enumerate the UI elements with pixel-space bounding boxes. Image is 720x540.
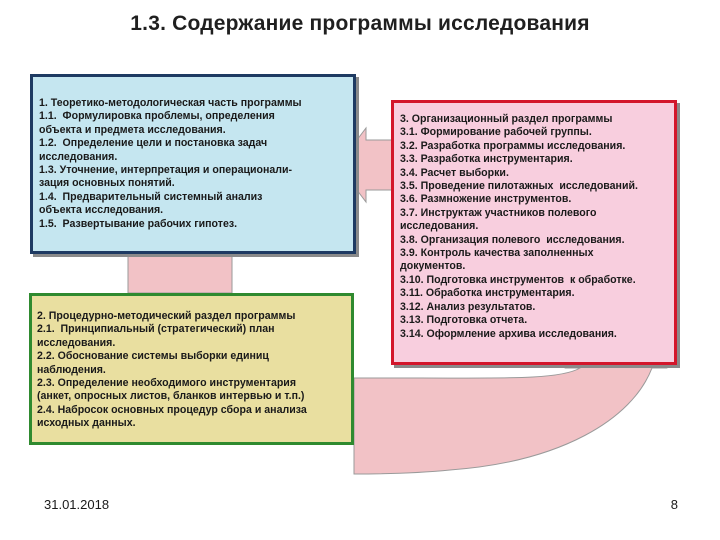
procedural-line: 2. Процедурно-методический раздел программы — [37, 310, 296, 322]
theoretical-line: зация основных понятий. — [39, 177, 175, 190]
organizational-section-box — [391, 100, 677, 365]
procedural-line: 2.1. Принципиальный (стратегический) план — [37, 323, 275, 336]
theoretical-line: 1.2. Определение цели и постановка задач — [39, 137, 268, 150]
organizational-line: 3. Организационный раздел программы — [400, 113, 613, 125]
theoretical-line: 1. Теоретико-методологическая часть программы — [39, 97, 302, 109]
theoretical-section-box — [30, 74, 356, 254]
organizational-line: 3.12. Анализ результатов. — [400, 300, 536, 313]
organizational-line: 3.1. Формирование рабочей группы. — [400, 126, 592, 139]
procedural-line: 2.2. Обоснование системы выборки единиц — [37, 350, 269, 363]
theoretical-line: объекта исследования. — [39, 204, 164, 217]
slide-title: 1.3. Содержание программы исследования — [130, 12, 590, 35]
organizational-line: документов. — [400, 260, 466, 273]
organizational-line: 3.4. Расчет выборки. — [400, 166, 509, 179]
slide-date: 31.01.2018 — [44, 497, 110, 512]
theoretical-line: 1.4. Предварительный системный анализ — [39, 190, 263, 203]
theoretical-line: 1.3. Уточнение, интерпретация и операционали- — [39, 164, 293, 177]
theoretical-line: исследования. — [39, 150, 118, 163]
procedural-line: исходных данных. — [37, 417, 136, 430]
organizational-line: 3.9. Контроль качества заполненных — [400, 247, 594, 260]
theoretical-line: 1.1. Формулировка проблемы, определения — [39, 110, 275, 123]
procedural-line: 2.3. Определение необходимого инструментария — [37, 377, 296, 390]
organizational-line: 3.2. Разработка программы исследования. — [400, 139, 626, 152]
slide-page-number: 8 — [670, 497, 678, 512]
organizational-line: 3.14. Оформление архива исследования. — [400, 327, 617, 340]
organizational-line: 3.7. Инструктаж участников полевого — [400, 206, 597, 219]
organizational-line: 3.10. Подготовка инструментов к обработке. — [400, 273, 636, 286]
organizational-line: 3.3. Разработка инструментария. — [400, 153, 573, 166]
organizational-line: исследования. — [400, 220, 479, 233]
procedural-line: (анкет, опросных листов, бланков интервью и т.п.) — [37, 390, 305, 403]
arrow-box1-to-box2 — [128, 254, 232, 293]
theoretical-line: 1.5. Развертывание рабочих гипотез. — [39, 217, 238, 230]
procedural-line: 2.4. Набросок основных процедур сбора и анализа — [37, 403, 307, 416]
organizational-line: 3.11. Обработка инструментария. — [400, 287, 575, 300]
theoretical-line: объекта и предмета исследования. — [39, 123, 226, 136]
organizational-line: 3.13. Подготовка отчета. — [400, 314, 528, 327]
organizational-line: 3.6. Размножение инструментов. — [400, 193, 572, 206]
procedural-line: исследования. — [37, 336, 116, 349]
organizational-line: 3.8. Организация полевого исследования. — [400, 233, 625, 246]
organizational-line: 3.5. Проведение пилотажных исследований. — [400, 180, 638, 193]
procedural-line: наблюдения. — [37, 363, 106, 376]
procedural-section-box — [29, 293, 354, 445]
